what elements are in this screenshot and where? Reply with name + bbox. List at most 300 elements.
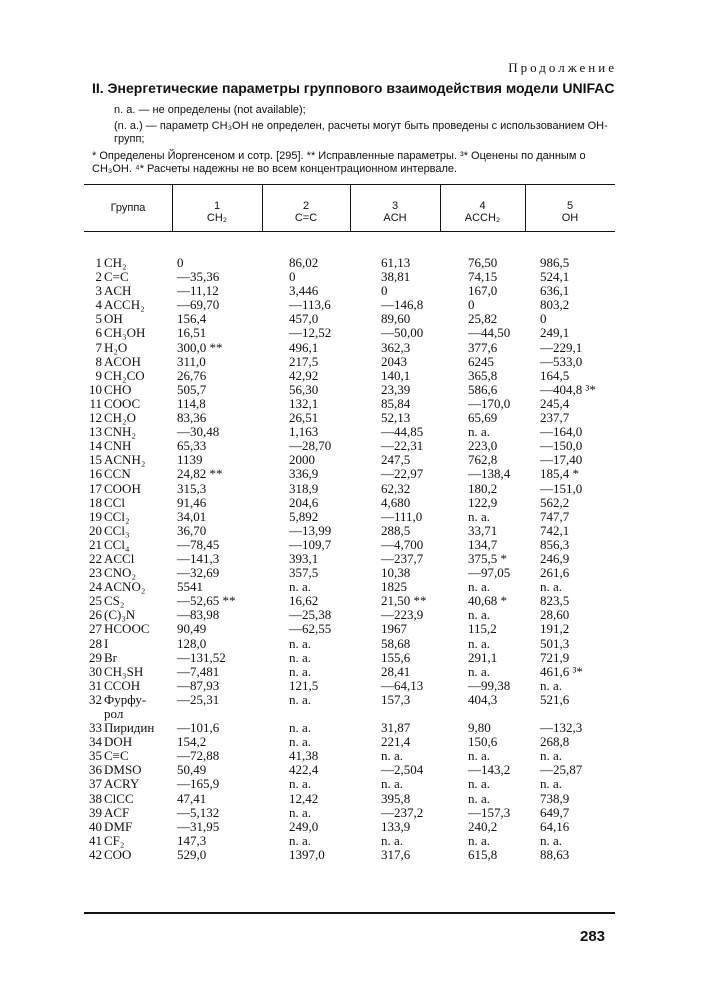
- table-row: [84, 510, 624, 524]
- row-number: 4: [95, 297, 102, 313]
- row-number: 30: [89, 663, 102, 679]
- cell-value: 185,4 *: [540, 466, 579, 482]
- group-name: COOH: [104, 480, 141, 496]
- group-name: ACRY: [104, 776, 140, 792]
- row-number: 22: [89, 550, 102, 566]
- cell-value: 65,33: [177, 438, 207, 454]
- cell-value: —165,9: [177, 776, 220, 792]
- cell-value: —4,700: [381, 536, 424, 552]
- column-header-group: Группа: [110, 202, 146, 214]
- row-number: 35: [89, 748, 102, 764]
- cell-value: 6245: [468, 353, 494, 369]
- cell-value: —109,7: [289, 536, 332, 552]
- row-number: 1: [95, 255, 102, 270]
- cell-value: —72,88: [177, 748, 220, 764]
- cell-value: 36,70: [177, 522, 207, 538]
- cell-value: 21,50 **: [381, 593, 427, 609]
- row-number: 17: [89, 480, 102, 496]
- row-number: 23: [89, 565, 102, 581]
- cell-value: 221,4: [381, 734, 411, 750]
- cell-value: 496,1: [289, 339, 319, 355]
- cell-value: 58,68: [381, 635, 411, 651]
- cell-value: 26,51: [289, 410, 319, 426]
- group-name: DOH: [104, 734, 133, 750]
- row-number: 6: [95, 325, 102, 341]
- cell-value: 89,60: [381, 311, 411, 327]
- group-name: H₂O: [104, 339, 128, 355]
- group-name: CCl: [104, 494, 125, 510]
- group-name: COO: [104, 846, 132, 862]
- cell-value: —170,0: [468, 395, 511, 411]
- cell-value: 529,0: [177, 846, 207, 862]
- table-row: [84, 566, 624, 580]
- note-na-ch3oh: (n. a.) — параметр CH₃OH не определен, расчеты могут быть проведены с использованием OH-групп;: [114, 120, 608, 145]
- cell-value: 122,9: [468, 494, 498, 510]
- cell-value: n. a.: [468, 748, 491, 764]
- cell-value: n. a.: [289, 734, 312, 750]
- row-number: 36: [89, 762, 102, 778]
- group-name: HCOOC: [104, 621, 150, 637]
- cell-value: 300,0 **: [177, 339, 223, 355]
- cell-value: —25,31: [177, 691, 220, 707]
- cell-value: —157,3: [468, 804, 511, 820]
- group-name: ACF: [104, 804, 130, 820]
- table-row: [84, 524, 624, 538]
- cell-value: 357,5: [289, 565, 319, 581]
- cell-value: n. a.: [540, 748, 563, 764]
- cell-value: 747,7: [540, 508, 570, 524]
- cell-value: 395,8: [381, 790, 411, 806]
- cell-value: —229,1: [540, 339, 583, 355]
- column-label: CH₂: [206, 212, 228, 224]
- table-row: [84, 820, 624, 834]
- cell-value: 204,6: [289, 494, 319, 510]
- cell-value: 524,1: [540, 269, 570, 285]
- cell-value: 268,8: [540, 734, 570, 750]
- cell-value: 12,42: [289, 790, 319, 806]
- cell-value: 90,49: [177, 621, 207, 637]
- cell-value: —11,12: [177, 283, 219, 299]
- table-row: [84, 834, 624, 848]
- table-row: [84, 439, 624, 453]
- column-header-3: [350, 200, 440, 244]
- cell-value: 521,6: [540, 691, 570, 707]
- group-name: Фурфу-: [104, 691, 147, 707]
- row-number: 9: [95, 367, 102, 383]
- table-row: [84, 467, 624, 481]
- group-name: ACNO₂: [104, 579, 146, 595]
- cell-value: —146,8: [381, 297, 424, 313]
- cell-value: 0: [468, 297, 475, 313]
- table-row: [84, 355, 624, 369]
- column-number: 4: [479, 200, 486, 212]
- cell-value: —99,38: [468, 677, 511, 693]
- cell-value: —113,6: [289, 297, 331, 313]
- cell-value: 377,6: [468, 339, 498, 355]
- cell-value: 47,41: [177, 790, 207, 806]
- row-number: 29: [89, 649, 102, 665]
- cell-value: —25,38: [289, 607, 332, 623]
- row-number: 19: [89, 508, 102, 524]
- cell-value: n. a.: [468, 579, 491, 595]
- cell-value: n. a.: [381, 776, 404, 792]
- table-row: [84, 397, 624, 411]
- table-title: II. Энергетические параметры группового взаимодействия модели UNIFAC: [92, 80, 615, 96]
- cell-value: —22,97: [381, 466, 424, 482]
- cell-value: 28,41: [381, 663, 411, 679]
- table-row: [84, 665, 624, 679]
- table-row: [84, 707, 624, 721]
- cell-value: 155,6: [381, 649, 411, 665]
- column-header-5: [525, 200, 615, 244]
- cell-value: —83,98: [177, 607, 220, 623]
- row-number: 3: [95, 283, 102, 299]
- group-name: CF₂: [104, 832, 125, 848]
- column-label: ACCH₂: [464, 212, 501, 224]
- group-name: CH₃OH: [104, 325, 146, 341]
- cell-value: 132,1: [289, 395, 319, 411]
- column-label: ACH: [383, 212, 407, 224]
- cell-value: 247,5: [381, 452, 411, 468]
- group-name: CCN: [104, 466, 131, 482]
- column-number: 2: [302, 200, 310, 212]
- group-name: I: [104, 635, 109, 651]
- cell-value: —31,95: [177, 818, 220, 834]
- cell-value: 217,5: [289, 353, 319, 369]
- cell-value: —132,3: [540, 720, 583, 736]
- cell-value: 4,680: [381, 494, 411, 510]
- cell-value: —17,40: [540, 452, 583, 468]
- row-number: 32: [89, 691, 102, 707]
- cell-value: 738,9: [540, 790, 570, 806]
- cell-value: n. a.: [468, 607, 491, 623]
- group-name: CCl₃: [104, 522, 130, 538]
- table-row: [84, 326, 624, 340]
- table-row: [84, 369, 624, 383]
- cell-value: 38,81: [381, 269, 411, 285]
- cell-value: 586,6: [468, 381, 498, 397]
- cell-value: —131,52: [177, 649, 226, 665]
- row-number: 31: [89, 677, 102, 693]
- table-row: [84, 298, 624, 312]
- cell-value: n. a.: [468, 424, 491, 440]
- table-row: [84, 806, 624, 820]
- cell-value: 393,1: [289, 550, 319, 566]
- cell-value: n. a.: [540, 776, 563, 792]
- column-label: C=C: [294, 212, 318, 224]
- group-name: ACCH₂: [104, 297, 145, 313]
- cell-value: —97,05: [468, 565, 511, 581]
- cell-value: 291,1: [468, 649, 498, 665]
- cell-value: 28,60: [540, 607, 570, 623]
- cell-value: —64,13: [381, 677, 424, 693]
- cell-value: 40,68 *: [468, 593, 507, 609]
- cell-value: 121,5: [289, 677, 319, 693]
- row-number: 11: [89, 395, 102, 411]
- cell-value: —30,48: [177, 424, 220, 440]
- table-row: [84, 721, 624, 735]
- cell-value: n. a.: [540, 677, 563, 693]
- cell-value: —13,99: [289, 522, 332, 538]
- cell-value: 50,49: [177, 762, 207, 778]
- cell-value: 86,02: [289, 255, 319, 270]
- cell-value: 0: [177, 255, 184, 270]
- cell-value: 288,5: [381, 522, 411, 538]
- row-number: 33: [89, 720, 102, 736]
- cell-value: n. a.: [289, 635, 312, 651]
- group-name: CNO₂: [104, 565, 136, 581]
- cell-value: 31,87: [381, 720, 411, 736]
- cell-value: —52,65 **: [177, 593, 236, 609]
- table-row: [84, 411, 624, 425]
- cell-value: 246,9: [540, 550, 570, 566]
- column-number: 1: [213, 200, 221, 212]
- table-row: [84, 777, 624, 791]
- row-number: 40: [89, 818, 102, 834]
- cell-value: 33,71: [468, 522, 498, 538]
- group-name: CH₂CO: [104, 367, 145, 383]
- group-name: ACH: [104, 283, 132, 299]
- cell-value: 317,6: [381, 846, 411, 862]
- table-row: [84, 848, 624, 862]
- group-name: COOC: [104, 395, 141, 411]
- table-row: [84, 792, 624, 806]
- cell-value: 147,3: [177, 832, 207, 848]
- cell-value: —7,481: [177, 663, 220, 679]
- table-row: [84, 256, 624, 270]
- cell-value: 2043: [381, 353, 407, 369]
- cell-value: —35,36: [177, 269, 220, 285]
- cell-value: 157,3: [381, 691, 411, 707]
- cell-value: n. a.: [289, 832, 312, 848]
- row-number: 2: [95, 269, 102, 285]
- cell-value: 85,84: [381, 395, 411, 411]
- cell-value: 65,69: [468, 410, 498, 426]
- cell-value: 649,7: [540, 804, 570, 820]
- cell-value: —150,0: [540, 438, 583, 454]
- cell-value: —44,85: [381, 424, 424, 440]
- group-name: CHO: [104, 381, 132, 397]
- table-row: [84, 608, 624, 622]
- cell-value: n. a.: [468, 663, 491, 679]
- row-number: 13: [89, 424, 102, 440]
- table-row: [84, 622, 624, 636]
- table-row: [84, 679, 624, 693]
- group-name: DMF: [104, 818, 133, 834]
- table-row: [84, 580, 624, 594]
- cell-value: 249,0: [289, 818, 319, 834]
- cell-value: n. a.: [289, 579, 312, 595]
- row-number: 28: [89, 635, 102, 651]
- cell-value: 404,3: [468, 691, 498, 707]
- cell-value: —223,9: [381, 607, 424, 623]
- cell-value: —138,4: [468, 466, 511, 482]
- cell-value: n. a.: [289, 804, 312, 820]
- table-row: [84, 552, 624, 566]
- cell-value: 114,8: [177, 395, 206, 411]
- cell-value: —404,8 ³*: [540, 381, 596, 397]
- cell-value: 191,2: [540, 621, 570, 637]
- cell-value: 24,82 **: [177, 466, 223, 482]
- cell-value: 1397,0: [289, 846, 325, 862]
- cell-value: 318,9: [289, 480, 319, 496]
- row-number: 20: [89, 522, 102, 538]
- group-name: Br: [104, 649, 117, 665]
- cell-value: 154,2: [177, 734, 207, 750]
- table-row: [84, 735, 624, 749]
- cell-value: 167,0: [468, 283, 498, 299]
- group-name: CH₃SH: [104, 663, 144, 679]
- continuation-label: Продолжение: [508, 60, 617, 75]
- cell-value: 457,0: [289, 311, 319, 327]
- cell-value: 223,0: [468, 438, 498, 454]
- cell-value: 1967: [381, 621, 407, 637]
- cell-value: 56,30: [289, 381, 319, 397]
- cell-value: 128,0: [177, 635, 207, 651]
- table-body: [84, 256, 624, 862]
- cell-value: 164,5: [540, 367, 570, 383]
- group-name: Пиридин: [104, 720, 155, 736]
- cell-value: —237,2: [381, 804, 424, 820]
- group-name: C≡C: [104, 748, 129, 764]
- table-row: [84, 637, 624, 651]
- cell-value: 615,8: [468, 846, 498, 862]
- cell-value: 762,8: [468, 452, 498, 468]
- cell-value: 742,1: [540, 522, 570, 538]
- cell-value: 150,6: [468, 734, 498, 750]
- row-number: 10: [89, 381, 102, 397]
- table-row: [84, 749, 624, 763]
- column-header-1: [172, 200, 262, 244]
- cell-value: 0: [540, 311, 547, 327]
- cell-value: 64,16: [540, 818, 570, 834]
- cell-value: 10,38: [381, 565, 411, 581]
- cell-value: 249,1: [540, 325, 570, 341]
- group-name: CNH: [104, 438, 132, 454]
- cell-value: 803,2: [540, 297, 570, 313]
- cell-value: n. a.: [540, 579, 563, 595]
- cell-value: —87,93: [177, 677, 220, 693]
- cell-value: —2,504: [381, 762, 424, 778]
- cell-value: 1,163: [289, 424, 319, 440]
- row-number: 41: [89, 832, 102, 848]
- cell-value: 91,46: [177, 494, 207, 510]
- table-row: [84, 284, 624, 298]
- cell-value: 180,2: [468, 480, 498, 496]
- cell-value: 156,4: [177, 311, 207, 327]
- cell-value: 315,3: [177, 480, 207, 496]
- row-number: 14: [89, 438, 102, 454]
- column-header-4: [440, 200, 525, 244]
- cell-value: 61,13: [381, 255, 411, 270]
- cell-value: 336,9: [289, 466, 319, 482]
- cell-value: 52,13: [381, 410, 411, 426]
- cell-value: —101,6: [177, 720, 220, 736]
- cell-value: —533,0: [540, 353, 583, 369]
- cell-value: —69,70: [177, 297, 220, 313]
- cell-value: 636,1: [540, 283, 570, 299]
- page-number: 283: [580, 928, 606, 945]
- cell-value: 5541: [177, 579, 203, 595]
- note-footnotes: * Определены Йоргенсеном и сотр. [295]. ** Исправленные параметры. ³* Оценены по данным о CH₃OH. ⁴* Расчеты надежны не во всем концентрационном интервале.: [92, 150, 586, 175]
- cell-value: 261,6: [540, 565, 570, 581]
- cell-value: 83,36: [177, 410, 207, 426]
- cell-value: n. a.: [468, 832, 491, 848]
- cell-value: —141,3: [177, 550, 220, 566]
- cell-value: 76,50: [468, 255, 498, 270]
- cell-value: 74,15: [468, 269, 498, 285]
- footer-rule: [84, 912, 615, 914]
- cell-value: n. a.: [468, 508, 491, 524]
- group-name: DMSO: [104, 762, 142, 778]
- table-row: [84, 270, 624, 284]
- table-row: [84, 538, 624, 552]
- table-row: [84, 594, 624, 608]
- cell-value: 133,9: [381, 818, 411, 834]
- table-row: [84, 453, 624, 467]
- cell-value: 0: [289, 269, 296, 285]
- cell-value: 823,5: [540, 593, 570, 609]
- cell-value: n. a.: [468, 790, 491, 806]
- table-row: [84, 482, 624, 496]
- cell-value: 41,38: [289, 748, 319, 764]
- cell-value: —32,69: [177, 565, 220, 581]
- cell-value: 375,5 *: [468, 550, 507, 566]
- row-number: 25: [89, 593, 102, 609]
- table-row: [84, 312, 624, 326]
- column-header-2: [262, 200, 350, 244]
- row-number: 34: [89, 734, 102, 750]
- cell-value: 501,3: [540, 635, 570, 651]
- cell-value: 986,5: [540, 255, 570, 270]
- cell-value: —78,45: [177, 536, 220, 552]
- cell-value: n. a.: [468, 776, 491, 792]
- cell-value: 5,892: [289, 508, 319, 524]
- cell-value: 1825: [381, 579, 407, 595]
- cell-value: 237,7: [540, 410, 570, 426]
- table-row: [84, 341, 624, 355]
- table-row: [84, 651, 624, 665]
- column-label: OH: [561, 212, 579, 224]
- group-name: CCl₄: [104, 536, 130, 552]
- cell-value: 140,1: [381, 367, 411, 383]
- cell-value: —143,2: [468, 762, 511, 778]
- cell-value: 25,82: [468, 311, 498, 327]
- cell-value: n. a.: [289, 720, 312, 736]
- table-row: [84, 383, 624, 397]
- cell-value: —5,132: [177, 804, 220, 820]
- row-number: 21: [89, 536, 102, 552]
- row-number: 8: [95, 353, 102, 369]
- column-number: 3: [391, 200, 399, 212]
- row-number: 42: [89, 846, 102, 862]
- cell-value: 134,7: [468, 536, 498, 552]
- table-row: [84, 425, 624, 439]
- cell-value: —50,00: [381, 325, 424, 341]
- cell-value: 562,2: [540, 494, 570, 510]
- group-name: CCl₂: [104, 508, 130, 524]
- row-number: 39: [89, 804, 102, 820]
- row-number: 7: [95, 339, 102, 355]
- cell-value: 422,4: [289, 762, 319, 778]
- row-number: 15: [89, 452, 102, 468]
- cell-value: —151,0: [540, 480, 583, 496]
- group-name: CCOH: [104, 677, 141, 693]
- cell-value: 115,2: [468, 621, 497, 637]
- cell-value: —62,55: [289, 621, 332, 637]
- cell-value: 362,3: [381, 339, 411, 355]
- row-number: 24: [89, 579, 102, 595]
